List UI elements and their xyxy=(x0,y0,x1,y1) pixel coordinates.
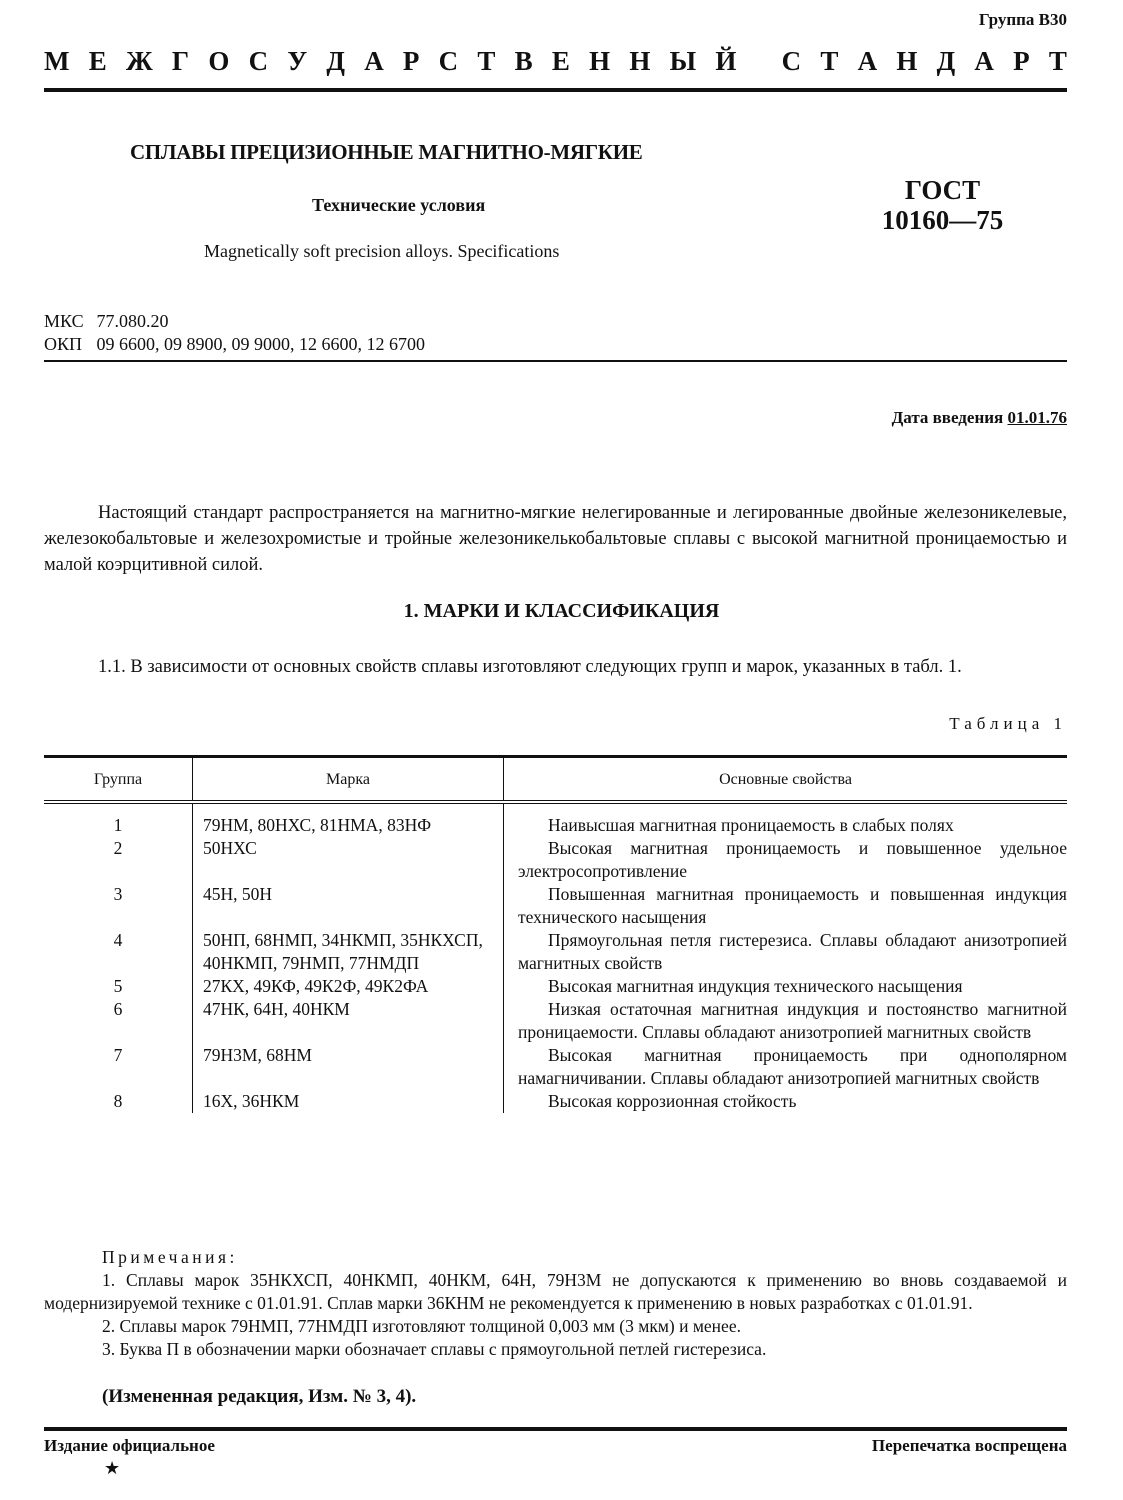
introduction-date xyxy=(892,408,1067,428)
cell-group: 6 xyxy=(44,998,193,1044)
cell-properties: Высокая магнитная проницаемость и повышенное удельное электросопротивление xyxy=(518,838,1067,881)
note-item: 3. Буква П в обозначении марки обозначает сплавы с прямоугольной петлей гистерезиса. xyxy=(102,1339,767,1359)
mks-label: МКС xyxy=(44,311,84,331)
cell-group: 8 xyxy=(44,1090,193,1113)
note-item: 1. Сплавы марок 35НКХСП, 40НКМП, 40НКМ, 64Н, 79Н3М не допускаются к применению во вновь создаваемой и модернизируемой технике с 01.01.91. Сплав марки 36КНМ не рекомендуется к применению в новых разработках с 01.01.91. xyxy=(44,1270,1067,1313)
group-code: Группа В30 xyxy=(978,10,1067,29)
cell-properties: Наивысшая магнитная проницаемость в слабых полях xyxy=(548,815,954,835)
document-subtitle: Технические условия xyxy=(312,195,486,215)
banner-letter: Р xyxy=(1013,46,1030,76)
cell-properties: Высокая магнитная индукция технического насыщения xyxy=(548,976,963,996)
cell-group: 4 xyxy=(44,929,193,975)
table-row xyxy=(44,802,1067,837)
grades-table xyxy=(44,755,1067,1113)
section-heading: 1. МАРКИ И КЛАССИФИКАЦИЯ xyxy=(403,600,720,622)
banner-letter: Г xyxy=(171,46,190,76)
cell-grades: 47НК, 64Н, 40НКМ xyxy=(193,998,504,1044)
cell-group: 1 xyxy=(44,802,193,837)
table-row xyxy=(44,883,1067,929)
table-row xyxy=(44,1044,1067,1090)
table-row xyxy=(44,929,1067,975)
banner-letter: Д xyxy=(326,46,345,76)
header-properties: Основные свойства xyxy=(504,757,1068,803)
cell-grades: 79НМ, 80НХС, 81НМА, 83НФ xyxy=(193,802,504,837)
amendment-note: (Измененная редакция, Изм. № 3, 4). xyxy=(102,1386,417,1407)
banner-letter: А xyxy=(364,46,384,76)
banner-letter: У xyxy=(287,46,308,76)
cell-grades: 16Х, 36НКМ xyxy=(193,1090,504,1113)
notes-heading: Примечания: xyxy=(102,1247,238,1267)
clause-1-1: 1.1. В зависимости от основных свойств сплавы изготовляют следующих групп и марок, указанных в табл. 1. xyxy=(98,657,962,677)
intro-date-label: Дата введения xyxy=(891,408,1004,427)
table-row xyxy=(44,998,1067,1044)
standard-banner xyxy=(44,46,1067,77)
banner-letter: Е xyxy=(551,46,570,76)
cell-grades: 50НП, 68НМП, 34НКМП, 35НКХСП, 40НКМП, 79НМП, 77НМДП xyxy=(193,929,504,975)
banner-letter: О xyxy=(208,46,230,76)
cell-grades: 79Н3М, 68НМ xyxy=(193,1044,504,1090)
banner-letter: Р xyxy=(402,46,420,76)
cell-properties: Высокая коррозионная стойкость xyxy=(548,1091,797,1111)
reprint-prohibited-label: Перепечатка воспрещена xyxy=(871,1436,1067,1455)
gost-designation xyxy=(880,175,1005,235)
banner-letter: М xyxy=(44,46,70,76)
footer-rule xyxy=(44,1427,1067,1431)
table-row xyxy=(44,1090,1067,1113)
cell-grades: 27КХ, 49КФ, 49К2Ф, 49К2ФА xyxy=(193,975,504,998)
cell-properties: Прямоугольная петля гистерезиса. Сплавы обладают анизотропией магнитных свойств xyxy=(518,930,1067,973)
banner-letter: Д xyxy=(936,46,956,76)
banner-letter: Т xyxy=(477,46,496,76)
banner-letter: А xyxy=(974,46,994,76)
banner-letter: Н xyxy=(629,46,651,76)
note-item: 2. Сплавы марок 79НМП, 77НМДП изготовляют толщиной 0,003 мм (3 мкм) и менее. xyxy=(102,1316,741,1336)
banner-letter: С xyxy=(781,46,802,76)
cell-group: 5 xyxy=(44,975,193,998)
banner-letter: С xyxy=(438,46,459,76)
banner-letter: Н xyxy=(589,46,611,76)
banner-letter: Т xyxy=(1048,46,1067,76)
header-grade: Марка xyxy=(193,757,504,803)
table-row xyxy=(44,837,1067,883)
cell-properties: Низкая остаточная магнитная индукция и постоянство магнитной проницаемости. Сплавы обладают анизотропией магнитных свойств xyxy=(518,999,1067,1042)
table-caption: Таблица 1 xyxy=(949,714,1067,733)
classification-codes xyxy=(44,310,425,356)
banner-letter: Т xyxy=(820,46,839,76)
gost-number: 10160—75 xyxy=(881,205,1004,235)
banner-letter: Ж xyxy=(125,46,153,76)
banner-letter: Н xyxy=(896,46,918,76)
header-group: Группа xyxy=(44,757,193,803)
banner-gap xyxy=(756,46,763,77)
gost-label: ГОСТ xyxy=(904,175,981,205)
table-row xyxy=(44,975,1067,998)
header-rule xyxy=(44,88,1067,92)
banner-letter: Й xyxy=(715,46,737,76)
banner-letter: А xyxy=(857,46,878,76)
cell-grades: 45Н, 50Н xyxy=(193,883,504,929)
okp-row xyxy=(44,333,425,356)
english-title: Magnetically soft precision alloys. Specifications xyxy=(204,241,560,261)
intro-date-value: 01.01.76 xyxy=(1007,408,1067,427)
banner-letter: В xyxy=(514,46,533,76)
document-title: СПЛАВЫ ПРЕЦИЗИОННЫЕ МАГНИТНО-МЯГКИЕ xyxy=(130,140,643,164)
star-icon: ★ xyxy=(104,1458,121,1478)
cell-group: 3 xyxy=(44,883,193,929)
mks-value: 77.080.20 xyxy=(96,311,169,331)
banner-letter: Ы xyxy=(669,46,697,76)
cell-properties: Высокая магнитная проницаемость при однополярном намагничивании. Сплавы обладают анизотропией магнитных свойств xyxy=(518,1045,1067,1088)
mks-row xyxy=(44,310,425,333)
okp-value: 09 6600, 09 8900, 09 9000, 12 6600, 12 6700 xyxy=(96,334,425,354)
official-edition-label: Издание официальное xyxy=(44,1436,215,1455)
banner-letter: Е xyxy=(88,46,107,76)
okp-label: ОКП xyxy=(44,334,83,354)
table-notes xyxy=(44,1246,1067,1361)
banner-letter: С xyxy=(248,46,269,76)
cell-properties: Повышенная магнитная проницаемость и повышенная индукция технического насыщения xyxy=(518,884,1067,927)
intro-paragraph: Настоящий стандарт распространяется на магнитно-мягкие нелегированные и легированные двойные железоникелевые, железокобальтовые и железохромистые и тройные железоникелькобальтовые сплавы с высокой магнитной проницаемостью и малой коэрцитивной силой. xyxy=(44,503,1067,575)
table-header-row xyxy=(44,757,1067,803)
cell-group: 2 xyxy=(44,837,193,883)
cell-group: 7 xyxy=(44,1044,193,1090)
codes-rule xyxy=(44,360,1067,362)
cell-grades: 50НХС xyxy=(193,837,504,883)
